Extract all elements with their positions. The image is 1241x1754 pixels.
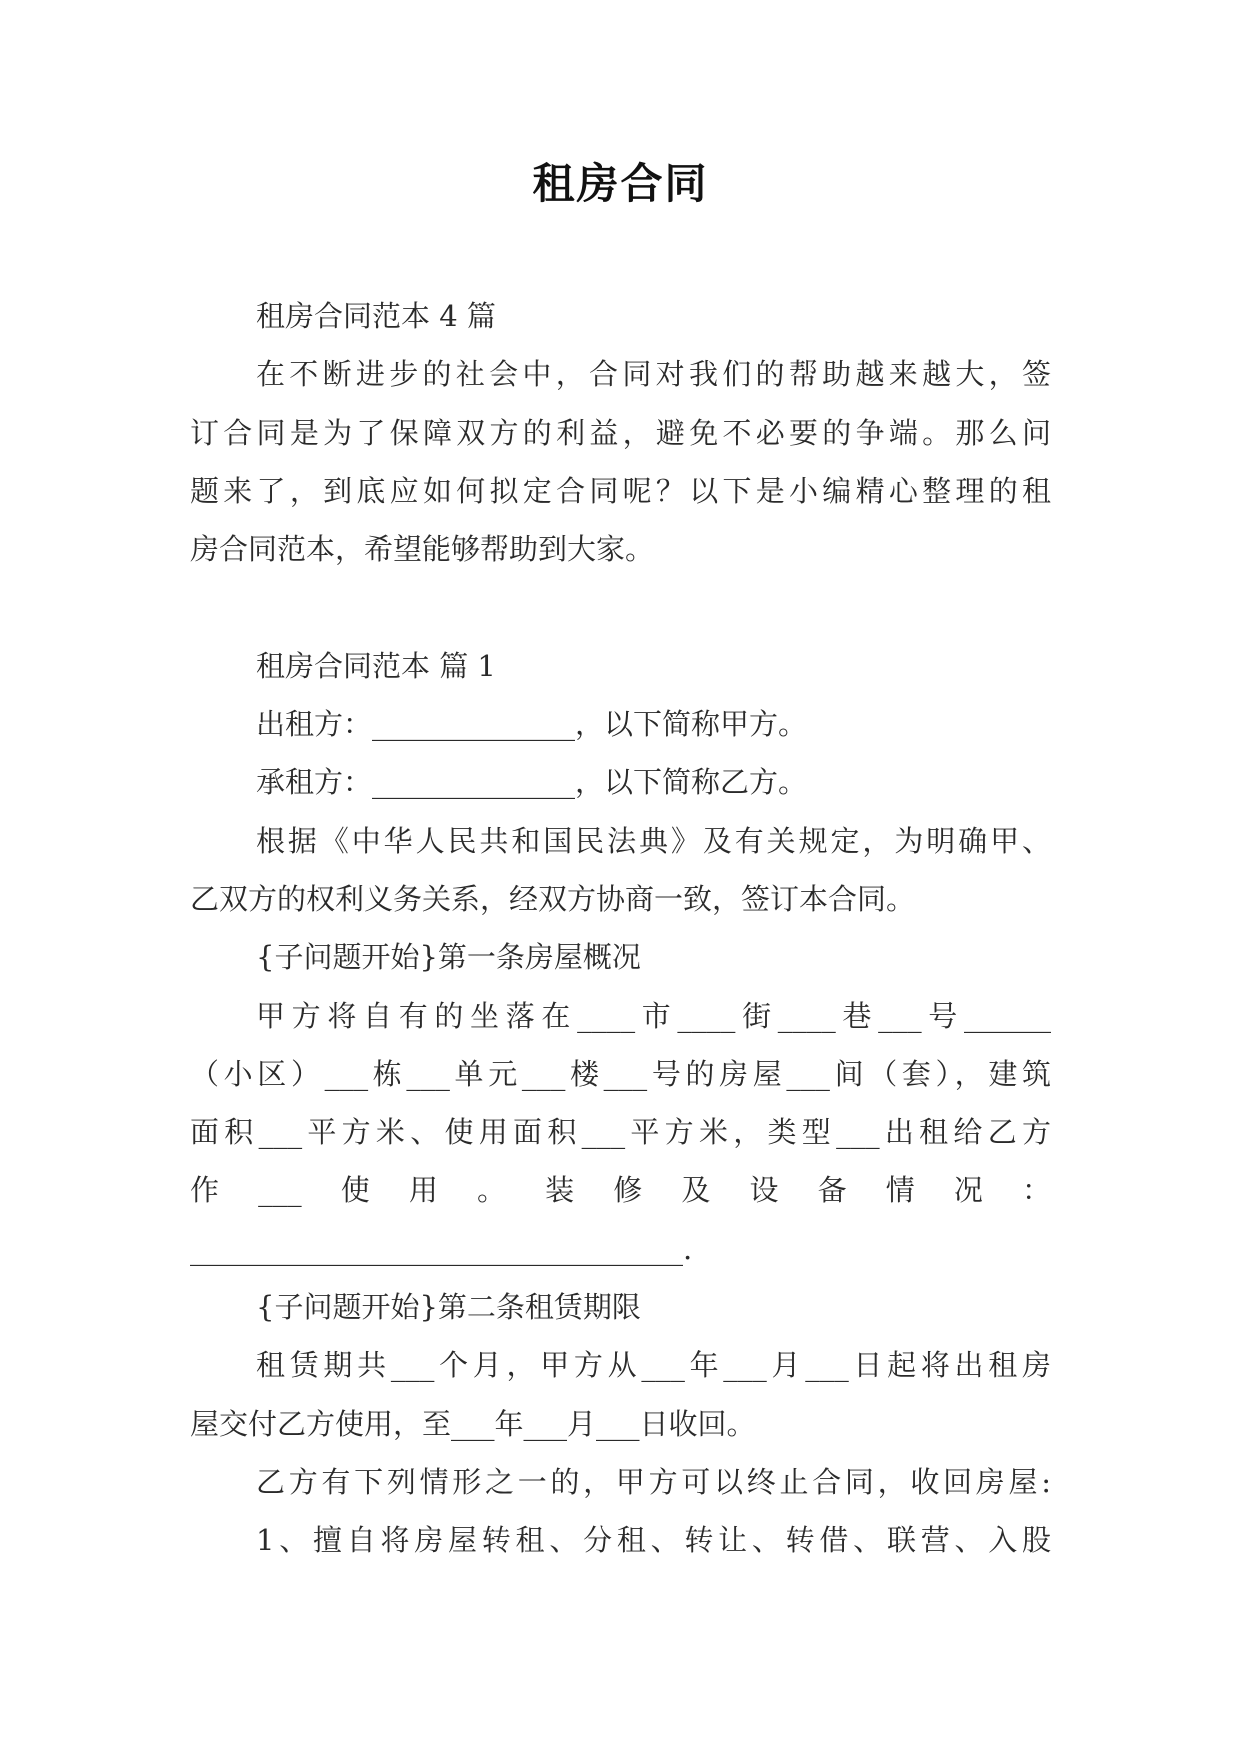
clause2-line: 屋交付乙方使用，至___年___月___日收回。 — [190, 1406, 756, 1441]
lessor-line: 出租方：______________，以下简称甲方。 — [256, 707, 808, 742]
lessee-line: 承租方：______________，以下简称乙方。 — [256, 765, 808, 800]
collection-heading: 租房合同范本 4 篇 — [256, 299, 496, 333]
clause1-line: 面积___平方米、使用面积___平方米，类型___出租给乙方 — [190, 1115, 1051, 1150]
clause1-line: __________________________________. — [190, 1231, 693, 1266]
clause1-line: （小区）___栋___单元___楼___号的房屋___间（套），建筑 — [190, 1056, 1051, 1091]
clause1-line: 作___使用。装修及设备情况： — [190, 1173, 1051, 1208]
intro-line: 订合同是为了保障双方的利益，避免不必要的争端。那么问 — [190, 415, 1051, 450]
termination-lead: 乙方有下列情形之一的，甲方可以终止合同，收回房屋: — [256, 1464, 1051, 1499]
termination-item: 1、擅自将房屋转租、分租、转让、转借、联营、入股 — [256, 1523, 1051, 1558]
clause2-line: 租赁期共___个月，甲方从___年___月___日起将出租房 — [256, 1348, 1051, 1383]
intro-paragraph — [190, 345, 1051, 578]
basis-line: 根据《中华人民共和国民法典》及有关规定，为明确甲、 — [256, 823, 1051, 858]
clause2-paragraph — [190, 1336, 1051, 1453]
clause1-paragraph — [190, 987, 1051, 1278]
document-title: 租房合同 — [532, 159, 709, 208]
basis-line: 乙双方的权利义务关系，经双方协商一致，签订本合同。 — [190, 881, 916, 916]
intro-line: 题来了，到底应如何拟定合同呢？以下是小编精心整理的租 — [190, 473, 1051, 508]
clause2-title: {子问题开始}第二条租赁期限 — [256, 1290, 641, 1325]
clause1-line: 甲方将自有的坐落在____市____街____巷___号______ — [256, 998, 1051, 1033]
intro-line: 在不断进步的社会中，合同对我们的帮助越来越大，签 — [256, 357, 1051, 392]
clause1-title: {子问题开始}第一条房屋概况 — [256, 940, 641, 975]
intro-line: 房合同范本，希望能够帮助到大家。 — [190, 532, 655, 567]
section-title: 租房合同范本 篇 1 — [256, 648, 496, 683]
document-body — [190, 287, 1051, 1570]
blank-line — [190, 578, 1051, 636]
basis-paragraph — [190, 812, 1051, 929]
